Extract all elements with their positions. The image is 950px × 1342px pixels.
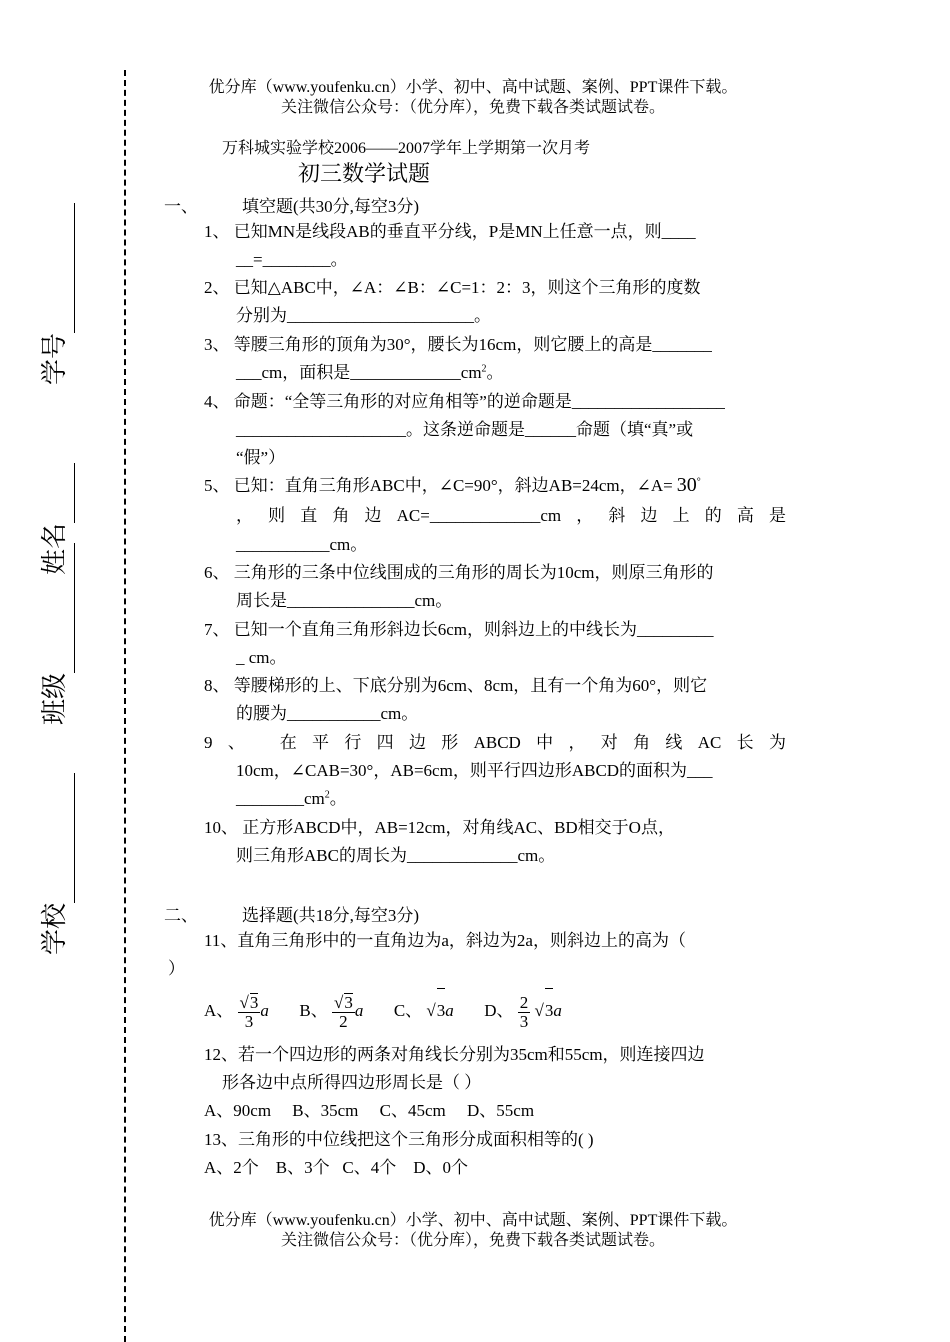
q12-line2: 形各边中点所得四边形周长是（ ） [222,1073,482,1092]
side-label-number: 学号 [40,332,70,385]
q5-line3: ___________cm。 [236,535,368,554]
q11-option-d-expr: √3a [535,1001,562,1020]
q11-a-var: a [260,1001,269,1020]
q11-c-radicand: 3 [437,988,446,1033]
q11-d-radicand: 3 [545,988,554,1033]
q5-line1-text: 5、 已知：直角三角形ABC中，∠C=90°，斜边AB=24cm，∠A= [204,476,673,495]
q11-d-var: a [553,1001,562,1020]
q9-line3-end: 。 [329,789,347,808]
binding-dashed-line [124,70,126,1342]
q1-line2: __=________。 [236,250,348,269]
exam-school-line: 万科城实验学校2006——2007学年上学期第一次月考 [222,140,591,157]
q3-line2 [236,361,504,385]
footer-line-1: 优分库（www.youfenku.cn）小学、初中、高中试题、案例、PPT课件下载。 [208,1212,738,1229]
q11-option-d-label[interactable]: D、 [484,1001,514,1020]
exam-title: 初三数学试题 [298,162,431,187]
q5-degree: ° [696,476,701,488]
footer-line-2: 关注微信公众号：（优分库），免费下载各类试题试卷。 [280,1232,665,1249]
q11-b-var: a [354,1001,364,1020]
q7-line1: 7、 已知一个直角三角形斜边长6cm，则斜边上的中线长为_________ [204,620,714,639]
q10-line1: 10、 正方形ABCD中，AB=12cm，对角线AC、BD相交于O点， [204,818,675,837]
q5-line2: ，则直角边AC=_____________cm，斜边上的高是 [236,506,786,525]
q11-a-radicand: 3 [249,993,259,1013]
side-field-number [35,155,75,385]
q6-line1: 6、 三角形的三条中位线围成的三角形的周长为10cm，则原三角形的 [204,563,714,582]
q9-line3 [236,787,347,811]
section1-number: 一、 [164,197,198,216]
q12-line1: 12、若一个四边形的两条对角线长分别为35cm和55cm，则连接四边 [204,1045,705,1064]
q11-option-b-label[interactable]: B、 [299,1001,328,1020]
q8-line2: 的腰为___________cm。 [236,704,419,723]
q12-options[interactable]: A、90cm B、35cm C、45cm D、55cm [204,1101,535,1120]
side-label-school: 学校 [40,902,70,955]
q11-option-d-fraction [518,994,531,1031]
q11-line1: 11、直角三角形中的一直角边为a，斜边为2a，则斜边上的高为（ [204,931,686,950]
q11-b-radicand: 3 [344,993,353,1013]
q11-c-var: a [445,1001,454,1020]
q11-d-denominator: 3 [519,1011,529,1031]
q2-line2: 分别为______________________。 [236,306,491,325]
q3-line1: 3、 等腰三角形的顶角为30°，腰长为16cm，则它腰上的高是_______ [204,335,712,354]
q3-line2-text: ___cm，面积是_____________cm [236,363,482,382]
q5-line1 [204,473,701,498]
q4-line2: ____________________。这条逆命题是______命题（填“真”或 [236,420,694,439]
q5-angle-value: 30 [676,474,697,496]
q9-line2: 10cm，∠CAB=30°，AB=6cm，则平行四边形ABCD的面积为___ [236,761,713,780]
q11-line2: ） [168,959,185,978]
q11-option-c-label[interactable]: C、 [393,1001,423,1020]
q9-line3-text: ________cm [236,789,325,808]
number-blank[interactable] [44,203,75,333]
q11-b-denominator: 2 [339,1012,348,1032]
q6-line2: 周长是_______________cm。 [236,591,453,610]
q4-line1: 4、 命题：“全等三角形的对应角相等”的逆命题是__________________ [204,392,725,411]
q3-superscript: 2 [481,363,487,375]
section1-title: 填空题(共30分,每空3分) [242,197,420,216]
q9-superscript: 2 [324,789,330,801]
q10-line2: 则三角形ABC的周长为_____________cm。 [236,846,556,865]
q11-d-numerator: 2 [519,992,529,1012]
q2-line1: 2、 已知△ABC中，∠A：∠B：∠C=1：2：3，则这个三角形的度数 [204,278,701,297]
q11-option-b-fraction: $\frac{√3}{2}$ [333,993,353,1032]
q13-options[interactable]: A、2个 B、3个 C、4个 D、0个 [204,1158,468,1177]
q9-line1: 9、 在平行四边形ABCD中，对角线AC长为 [204,733,786,752]
header-line-2: 关注微信公众号：（优分库），免费下载各类试题试卷。 [280,99,665,116]
q4-line3: “假”） [236,448,286,467]
q11-a-denominator: 3 [244,1012,254,1032]
q3-line2-end: 。 [486,363,504,382]
q11-option-a-fraction: $\frac{√3}{3}$ [239,993,259,1032]
side-label-name: 姓名 [40,522,70,575]
section2-title: 选择题(共18分,每空3分) [242,906,420,925]
q8-line1: 8、 等腰梯形的上、下底分别为6cm、8cm，且有一个角为60°，则它 [204,676,708,695]
q11-options [204,988,562,1032]
q11-option-a-label[interactable]: A、 [204,1001,234,1020]
side-label-class: 班级 [40,672,70,725]
side-field-school [35,725,75,955]
q11-option-c-expr: √3a [426,1001,453,1020]
section2-number: 二、 [164,906,198,925]
q1-line1: 1、 已知MN是线段AB的垂直平分线，P是MN上任意一点，则____ [204,222,696,241]
q13-line1: 13、三角形的中位线把这个三角形分成面积相等的( ) [204,1130,594,1149]
q7-line2: _ cm。 [236,648,287,667]
school-blank[interactable] [44,773,75,903]
name-blank[interactable] [44,463,75,523]
header-line-1: 优分库（www.youfenku.cn）小学、初中、高中试题、案例、PPT课件下载。 [208,79,738,96]
